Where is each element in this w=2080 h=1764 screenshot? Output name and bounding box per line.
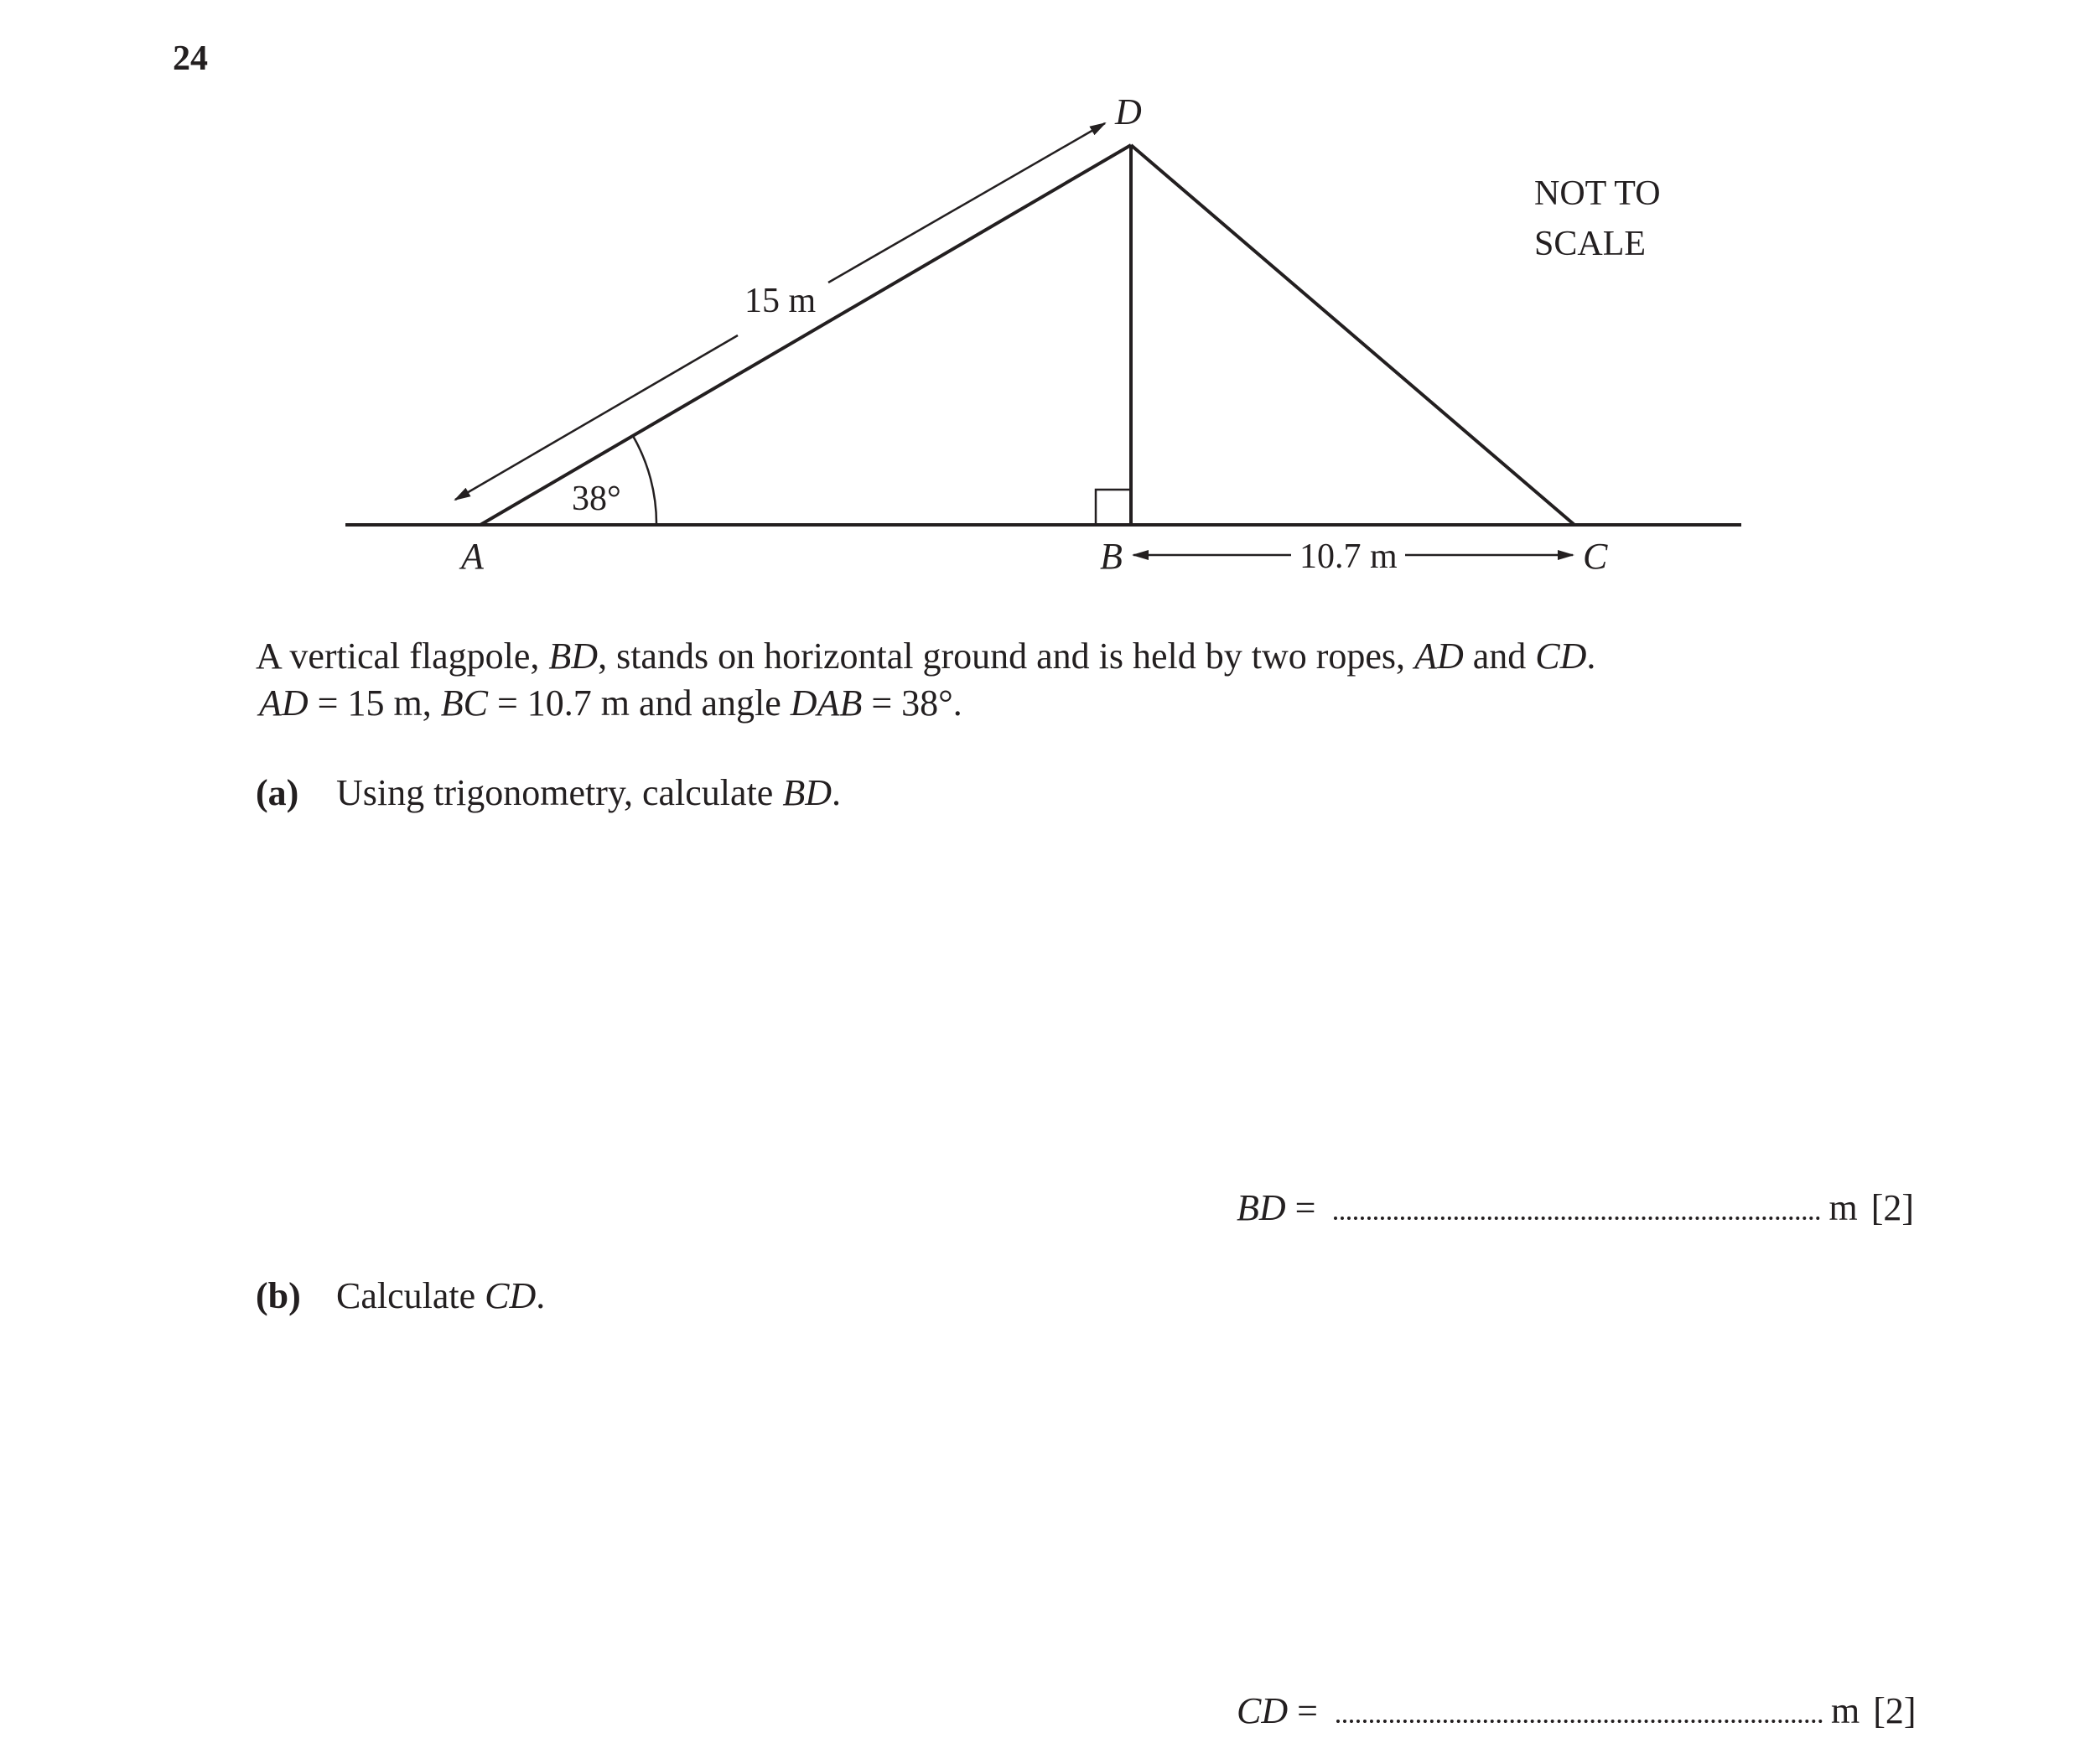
label-c: C — [1583, 536, 1608, 577]
rope-ad — [480, 145, 1131, 525]
part-b-question: (b) Calculate CD. — [256, 1275, 546, 1316]
question-number: 24 — [173, 39, 208, 78]
part-a-answer-field[interactable] — [1334, 1191, 1820, 1220]
label-a: A — [461, 536, 484, 577]
ad-dimension-arrow-lower — [455, 335, 738, 500]
part-b-answer-field[interactable] — [1336, 1694, 1823, 1723]
right-angle-mark — [1096, 490, 1131, 525]
part-a-answer-line[interactable]: BD = m [2] — [1237, 1187, 1915, 1228]
stem-line-1: A vertical flagpole, BD, stands on horizontal ground and is held by two ropes, AD and CD. — [256, 636, 1596, 677]
not-to-scale-line2: SCALE — [1534, 225, 1647, 263]
triangle-diagram — [0, 0, 2080, 604]
part-a-marks: [2] — [1870, 1187, 1915, 1228]
part-a-question: (a) Using trigonometry, calculate BD. — [256, 772, 841, 813]
part-b-answer-line[interactable]: CD = m [2] — [1237, 1690, 1917, 1731]
angle-label: 38° — [572, 480, 621, 518]
question-stem — [256, 633, 1765, 727]
part-b-label: (b) — [256, 1275, 301, 1316]
ad-length-label: 15 m — [744, 282, 817, 320]
bc-length-label: 10.7 m — [1299, 537, 1398, 576]
rope-cd — [1131, 145, 1574, 525]
label-d: D — [1115, 91, 1142, 132]
not-to-scale-line1: NOT TO — [1534, 174, 1661, 213]
part-b-marks: [2] — [1873, 1690, 1917, 1731]
stem-line-2: AD = 15 m, BC = 10.7 m and angle DAB = 38°. — [259, 682, 962, 724]
ad-dimension-arrow-upper — [828, 123, 1105, 283]
angle-arc — [633, 436, 656, 525]
label-b: B — [1100, 536, 1123, 577]
part-a-label: (a) — [256, 772, 299, 813]
